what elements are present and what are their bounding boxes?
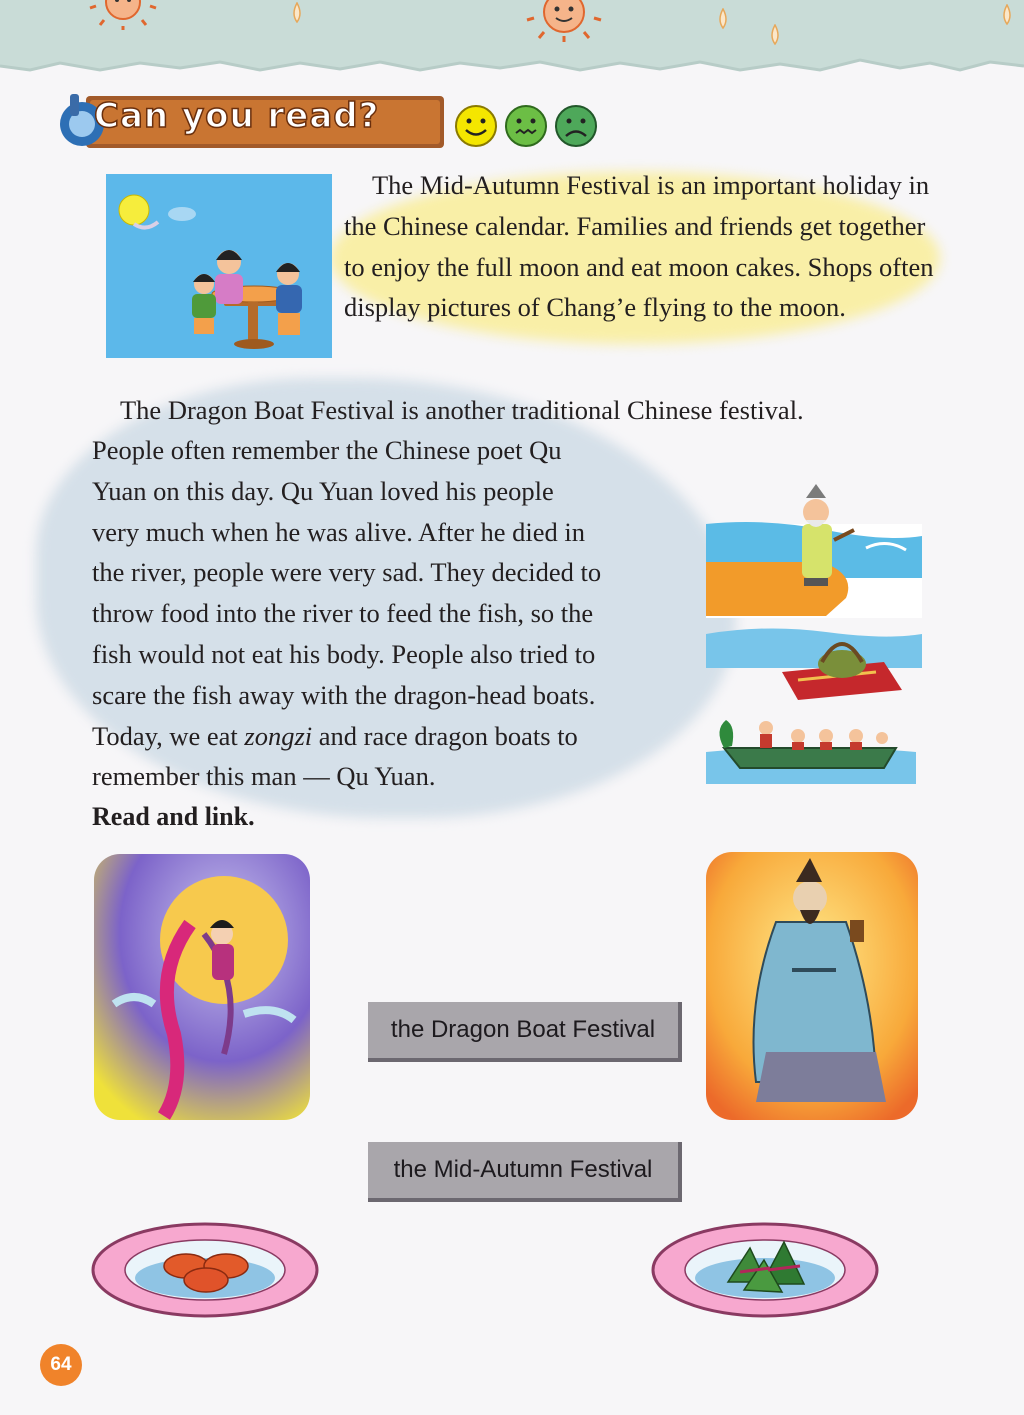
- qu-yuan-card[interactable]: [706, 852, 918, 1120]
- sad-face-icon: [556, 106, 596, 146]
- food-basket-illustration: [706, 624, 922, 700]
- text-line: fish would not eat his body. People also tried to: [92, 638, 596, 669]
- text-line: throw food into the river to feed the fish, so the: [92, 598, 594, 629]
- text-line: remember this man — Qu Yuan.: [92, 761, 436, 792]
- text-line: Yuan on this day. Qu Yuan loved his people: [92, 475, 554, 506]
- dragon-boat-paragraph: [92, 430, 712, 797]
- zongzi-plate[interactable]: [650, 1220, 880, 1320]
- dragon-boat-illustration: [706, 706, 916, 784]
- text-line: very much when he was alive. After he died in: [92, 516, 586, 547]
- text-line: scare the fish away with the dragon-head boats.: [92, 679, 596, 710]
- family-moon-illustration: [106, 174, 332, 358]
- raindrop-icon: [290, 2, 304, 24]
- neutral-face-icon: [506, 106, 546, 146]
- sun-icon: [524, 0, 604, 46]
- raindrop-icon: [768, 24, 782, 46]
- page-number: 64: [40, 1344, 82, 1386]
- exercise-heading: Read and link.: [92, 802, 255, 831]
- change-moon-card[interactable]: [94, 854, 310, 1120]
- text-line: the river, people were very sad. They decided to: [92, 557, 602, 588]
- text-line: Today, we eat zongzi and race dragon boats to: [92, 720, 578, 751]
- mid-autumn-paragraph: The Mid-Autumn Festival is an important holiday in the Chinese calendar. Families and friends get together to enjoy the full moon and eat moon cakes. Shops often display pictures of Chang’e flying to the moon.: [344, 170, 934, 323]
- label-dragon-boat-festival[interactable]: the Dragon Boat Festival: [368, 1002, 682, 1062]
- qu-yuan-river-illustration: [706, 478, 922, 618]
- raindrop-icon: [716, 8, 730, 30]
- label-mid-autumn-festival[interactable]: the Mid-Autumn Festival: [368, 1142, 682, 1202]
- raindrop-icon: [1000, 4, 1014, 26]
- sun-icon: [88, 0, 158, 32]
- page-title: Can you read?: [94, 96, 380, 136]
- text-line: People often remember the Chinese poet Qu: [92, 435, 562, 465]
- happy-face-icon: [456, 106, 496, 146]
- moon-cakes-plate[interactable]: [90, 1220, 320, 1320]
- dragon-boat-intro: The Dragon Boat Festival is another traditional Chinese festival.: [120, 395, 804, 425]
- rating-faces: [454, 103, 600, 149]
